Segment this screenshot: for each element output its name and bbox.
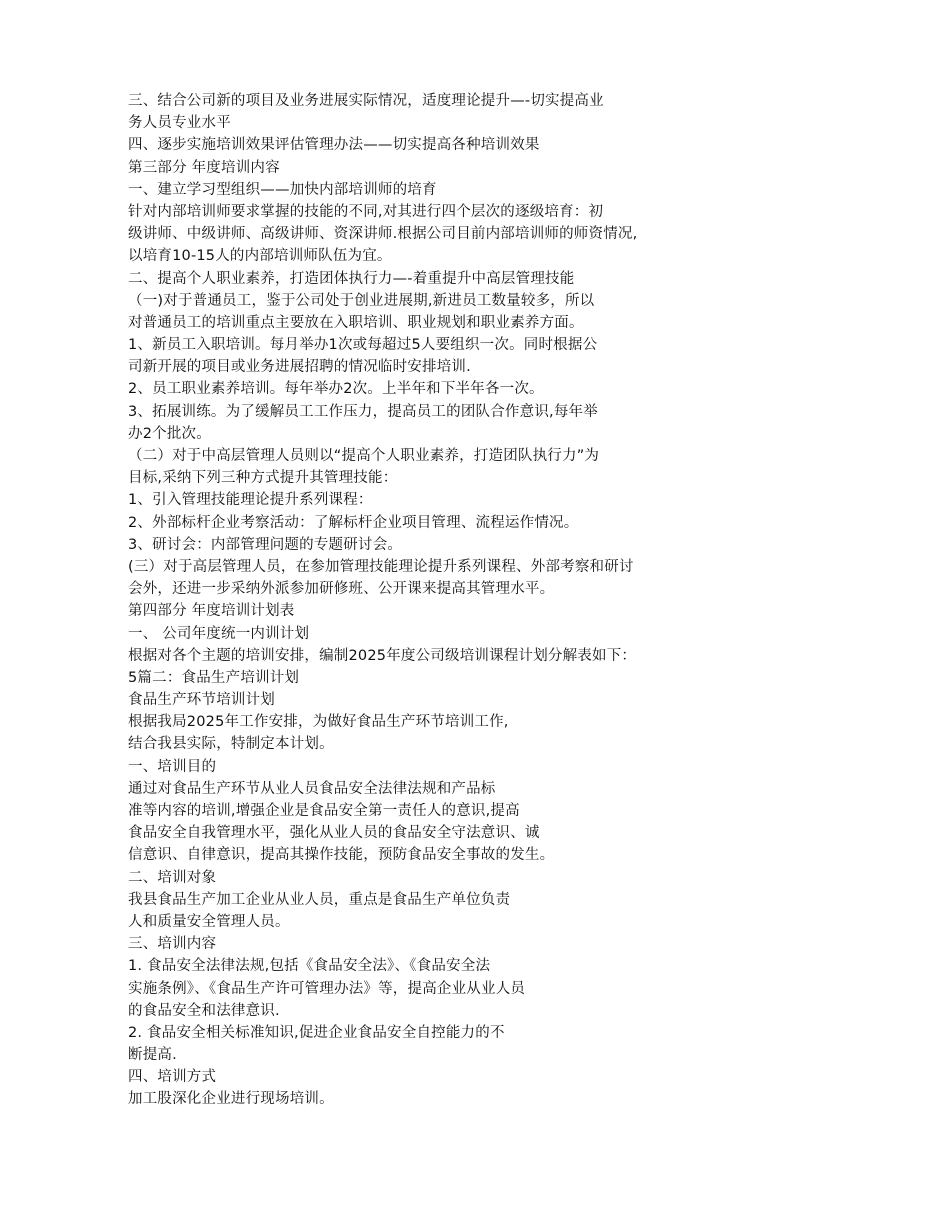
text-line: 三、结合公司新的项目及业务进展实际情况，适度理论提升—-切实提高业	[128, 93, 604, 109]
text-line: (三）对于高层管理人员，在参加管理技能理论提升系列课程、外部考察和研讨	[128, 558, 634, 575]
text-line: 断提高.	[128, 1047, 177, 1064]
text-line: 四、逐步实施培训效果评估管理办法——切实提高各种培训效果	[128, 137, 540, 154]
text-line: 实施条例》、《食品生产许可管理办法》等，提高企业从业人员	[128, 980, 526, 997]
text-line: 1. 食品安全法律法规,包括《食品安全法》、《食品安全法	[128, 958, 491, 975]
text-line: 目标,采纳下列三种方式提升其管理技能：	[128, 470, 398, 487]
subsection-heading: 一、建立学习型组织——加快内部培训师的培育	[128, 181, 437, 198]
document-title: 食品生产环节培训计划	[128, 692, 275, 709]
text-line: 2、员工职业素养培训。每年举办2次。上半年和下半年各一次。	[128, 381, 544, 398]
text-line: 准等内容的培训,增强企业是食品安全第一责任人的意识,提高	[128, 803, 520, 819]
text-line: 以培育10-15人的内部培训师队伍为宜。	[128, 248, 392, 265]
text-line: 2、外部标杆企业考察活动：了解标杆企业项目管理、流程运作情况。	[128, 514, 579, 531]
text-line: 结合我县实际，特制定本计划。	[128, 736, 334, 753]
section-heading: 第三部分 年度培训内容	[128, 159, 280, 176]
text-line: 通过对食品生产环节从业人员食品安全法律法规和产品标	[128, 780, 496, 797]
subsection-heading: 二、培训对象	[128, 869, 217, 886]
section-heading: 5篇二：食品生产培训计划	[128, 669, 300, 686]
text-line: 我县食品生产加工企业从业人员，重点是食品生产单位负责	[128, 891, 511, 908]
text-line: 1、引入管理技能理论提升系列课程：	[128, 492, 373, 509]
text-line: 对普通员工的培训重点主要放在入职培训、职业规划和职业素养方面。	[128, 314, 584, 331]
subsection-heading: 二、提高个人职业素养，打造团体执行力—-着重提升中高层管理技能	[128, 270, 575, 287]
text-line: 食品安全自我管理水平，强化从业人员的食品安全守法意识、诚	[128, 825, 540, 842]
text-line: 针对内部培训师要求掌握的技能的不同,对其进行四个层次的逐级培育：初	[128, 203, 604, 220]
subsection-heading: 一、培训目的	[128, 758, 217, 775]
text-line: 3、研讨会：内部管理问题的专题研讨会。	[128, 536, 403, 553]
text-line: 级讲师、中级讲师、高级讲师、资深讲师.根据公司目前内部培训师的师资情况,	[128, 226, 638, 243]
subsection-heading: 一、 公司年度统一内训计划	[128, 625, 310, 642]
section-heading: 第四部分 年度培训计划表	[128, 603, 295, 620]
text-line: 根据我局2025年工作安排，为做好食品生产环节培训工作,	[128, 714, 509, 731]
text-line: 会外，还进一步采纳外派参加研修班、公开课来提高其管理水平。	[128, 581, 555, 598]
text-line: 司新开展的项目或业务进展招聘的情况临时安排培训.	[128, 359, 471, 376]
text-line: 人和质量安全管理人员。	[128, 913, 290, 930]
document-body	[128, 90, 728, 1111]
subsection-heading: 三、培训内容	[128, 936, 217, 953]
text-line: 1、新员工入职培训。每月举办1次或每超过5人要组织一次。同时根据公	[128, 337, 598, 354]
text-line: （一)对于普通员工，鉴于公司处于创业进展期,新进员工数量较多，所以	[128, 292, 595, 309]
text-line: 2. 食品安全相关标准知识,促进企业食品安全自控能力的不	[128, 1024, 505, 1041]
text-line: （二）对于中高层管理人员则以“提高个人职业素养，打造团队执行力”为	[128, 448, 600, 464]
text-line: 务人员专业水平	[128, 115, 231, 132]
text-line: 加工股深化企业进行现场培训。	[128, 1091, 334, 1108]
text-line: 的食品安全和法律意识.	[128, 1002, 280, 1019]
text-line: 根据对各个主题的培训安排，编制2025年度公司级培训课程计划分解表如下：	[128, 647, 637, 664]
text-line: 信意识、自律意识，提高其操作技能，预防食品安全事故的发生。	[128, 847, 555, 864]
text-line: 3、拓展训练。为了缓解员工工作压力，提高员工的团队合作意识,每年举	[128, 403, 598, 420]
text-line: 办2个批次。	[128, 425, 211, 442]
subsection-heading: 四、培训方式	[128, 1069, 217, 1086]
